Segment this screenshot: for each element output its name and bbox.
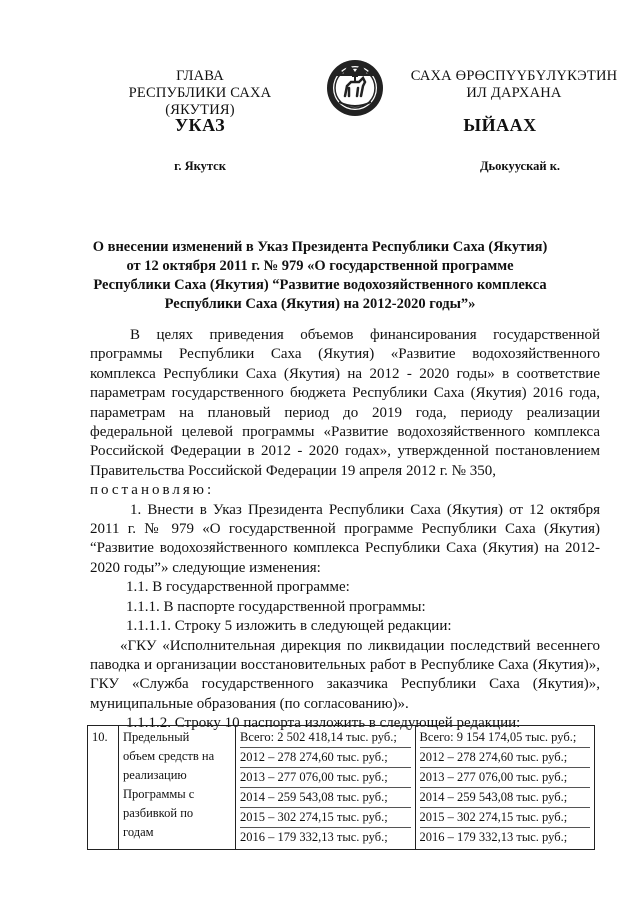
old-values-cell bbox=[236, 726, 416, 850]
item-1: 1. Внести в Указ Президента Республики Саха (Якутия) от 12 октября 2011 г. № 979 «О государственной программе Республики Саха (Якутия) “Развитие водохозяйственного комплекса Республики Саха (Якутия) на 2012-2020 годы”» следующие изменения: bbox=[90, 501, 600, 576]
new-value-line: 2016 – 179 332,13 тыс. руб.; bbox=[419, 830, 568, 844]
old-value-line: 2013 – 277 076,00 тыс. руб.; bbox=[240, 768, 411, 788]
row-number: 10. bbox=[88, 726, 119, 850]
new-value-line: 2015 – 302 274,15 тыс. руб.; bbox=[420, 808, 591, 828]
label-line: разбивкой по bbox=[123, 806, 194, 820]
item-1-1-1-2: 1.1.1.2. Строку 10 паспорта изложить в следующей редакции: bbox=[126, 715, 521, 732]
row-label bbox=[119, 726, 236, 850]
ukaz-title-ru: УКАЗ bbox=[174, 115, 226, 135]
old-value-line: 2015 – 302 274,15 тыс. руб.; bbox=[240, 808, 411, 828]
new-value-line: 2014 – 259 543,08 тыс. руб.; bbox=[420, 788, 591, 808]
label-line: Предельный bbox=[123, 730, 190, 744]
old-value-line: Всего: 2 502 418,14 тыс. руб.; bbox=[240, 728, 411, 748]
city-ru: г. Якутск bbox=[174, 159, 226, 173]
item-1-1: 1.1. В государственной программе: bbox=[126, 579, 350, 596]
label-line: годам bbox=[123, 825, 154, 839]
old-value-line: 2012 – 278 274,60 тыс. руб.; bbox=[240, 748, 411, 768]
label-line: реализацию bbox=[123, 768, 187, 782]
new-value-line: 2012 – 278 274,60 тыс. руб.; bbox=[420, 748, 591, 768]
table-row bbox=[88, 726, 595, 850]
funding-table bbox=[87, 725, 595, 850]
header-left-line1: ГЛАВА bbox=[176, 68, 224, 84]
header-left-line2: РЕСПУБЛИКИ САХА (ЯКУТИЯ) bbox=[128, 85, 272, 118]
quote-paragraph: «ГКУ «Исполнительная дирекция по ликвидации последствий весеннего паводка и организации восстановительных работ в Республике Саха (Якутия)», ГКУ «Служба государственного заказчика Республики Саха (Якутия)», муниципальные образования (по согласованию)». bbox=[90, 637, 600, 712]
city-sakha: Дьокуускай к. bbox=[479, 159, 561, 173]
document-body bbox=[90, 326, 600, 734]
ukaz-title-sakha: ЫЙААХ bbox=[463, 115, 537, 135]
new-value-line: Всего: 9 154 174,05 тыс. руб.; bbox=[420, 728, 591, 748]
header-right-line1: САХА ӨРӨСПҮҮБҮЛҮКЭТИН bbox=[410, 68, 618, 84]
coat-of-arms-emblem-icon bbox=[325, 58, 385, 118]
label-line: объем средств на bbox=[123, 749, 215, 763]
header-right bbox=[396, 68, 632, 102]
item-1-1-1-1: 1.1.1.1. Строку 5 изложить в следующей редакции: bbox=[126, 618, 452, 635]
item-1-1-1: 1.1.1. В паспорте государственной программы: bbox=[126, 598, 426, 615]
header-left bbox=[92, 68, 308, 119]
document-title: О внесении изменений в Указ Президента Республики Саха (Якутия) от 12 октября 2011 г. № 979 «О государственной программе Республики Саха (Якутия) “Развитие водохозяйственного комплекса Республики Саха (Якутия) на 2012-2020 годы”» bbox=[92, 239, 548, 312]
label-line: Программы с bbox=[123, 787, 195, 801]
old-value-line: 2016 – 179 332,13 тыс. руб.; bbox=[240, 830, 388, 844]
old-value-line: 2014 – 259 543,08 тыс. руб.; bbox=[240, 788, 411, 808]
header-right-line2: ИЛ ДАРХАНА bbox=[466, 85, 562, 101]
decree-word: постановляю: bbox=[90, 482, 215, 499]
preamble-paragraph: В целях приведения объемов финансирования государственной программы Республики Саха (Якутия) «Развитие водохозяйственного комплекса Республики Саха (Якутия) на 2012 - 2020 годы» в соответствие параметрам государственного бюджета Республики Саха (Якутия) 2016 года, параметрам на плановый период до 2019 года, периоду реализации федеральной целевой программы «Развитие водохозяйственного комплекса Российской Федерации в 2012 - 2020 годах», утвержденной постановлением Правительства Российской Федерации 19 апреля 2012 г. № 350, bbox=[90, 327, 600, 479]
new-values-cell bbox=[415, 726, 595, 850]
new-value-line: 2013 – 277 076,00 тыс. руб.; bbox=[420, 768, 591, 788]
